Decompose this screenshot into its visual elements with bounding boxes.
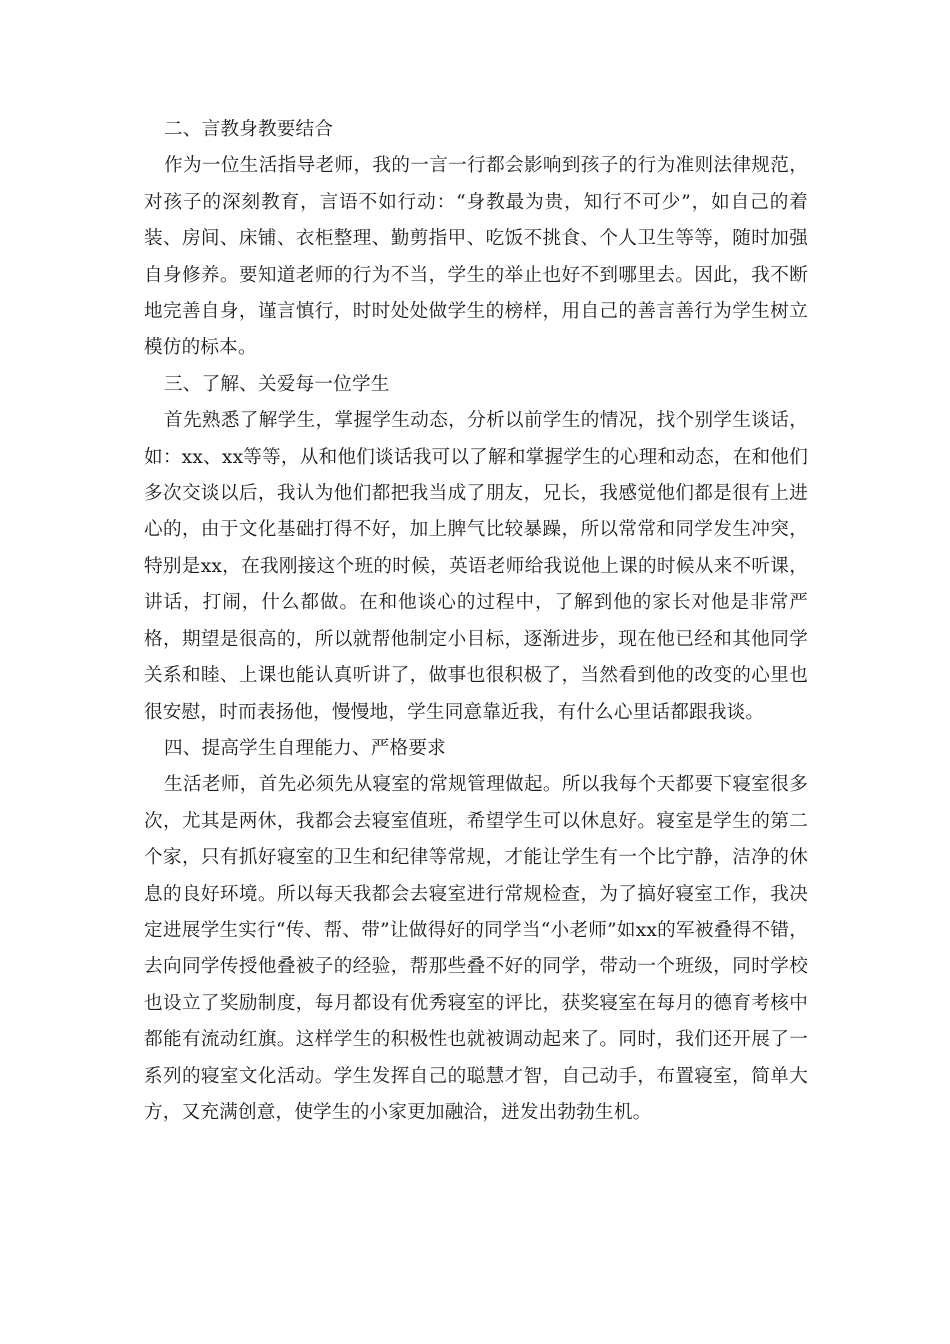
section-heading-4: 四、提高学生自理能力、严格要求 [164,737,446,759]
section-paragraph-3: 首先熟悉了解学生，掌握学生动态，分析以前学生的情况，找个别学生谈话，如：xx、xx等等，从和他们谈话我可以了解和掌握学生的心理和动态，在和他们多次交谈以后，我认为他们都把我当成了朋友，兄长，我感觉他们都是很有上进心的，由于文化基础打得不好，加上脾气比较暴躁，所以常常和同学发生冲突，特别是xx，在我刚接这个班的时候，英语老师给我说他上课的时候从来不听课，讲话，打闹，什么都做。在和他谈心的过程中，了解到他的家长对他是非常严格，期望是很高的，所以就帮他制定小目标，逐渐进步，现在他已经和其他同学关系和睦、上课也能认真听讲了，做事也很积极了，当然看到他的改变的心里也很安慰，时而表扬他，慢慢地，学生同意靠近我，有什么心里话都跟我谈。 [144,410,808,723]
section-heading-2: 二、言教身教要结合 [164,119,334,140]
section-heading-3: 三、了解、关爱每一位学生 [164,373,390,395]
section-paragraph-4: 生活老师，首先必须先从寝室的常规管理做起。所以我每个天都要下寝室很多次，尤其是两休，我都会去寝室值班，希望学生可以休息好。寝室是学生的第二个家，只有抓好寝室的卫生和纪律等常规，才能让学生有一个比宁静，洁净的休息的良好环境。所以每天我都会去寝室进行常规检查，为了搞好寝室工作，我决定进展学生实行“传、帮、带”让做得好的同学当“小老师”如xx的军被叠得不错，去向同学传授他叠被子的经验，帮那些叠不好的同学，带动一个班级，同时学校也设立了奖励制度，每月都设有优秀寝室的评比，获奖寝室在每月的德育考核中都能有流动红旗。这样学生的积极性也就被调动起来了。同时，我们还开展了一系列的寝室文化活动。学生发挥自己的聪慧才智，自己动手，布置寝室，简单大方，又充满创意，使学生的小家更加融洽，迸发出勃勃生机。 [144,774,808,1123]
section-paragraph-2: 作为一位生活指导老师，我的一言一行都会影响到孩子的行为准则法律规范，对孩子的深刻教育，言语不如行动：“身教最为贵，知行不可少”，如自己的着装、房间、床铺、衣柜整理、勤剪指甲、吃饭不挑食、个人卫生等等，随时加强自身修养。要知道老师的行为不当，学生的举止也好不到哪里去。因此，我不断地完善自身，谨言慎行，时时处处做学生的榜样，用自己的善言善行为学生树立模仿的标本。 [144,155,808,359]
document-page [144,112,808,1131]
